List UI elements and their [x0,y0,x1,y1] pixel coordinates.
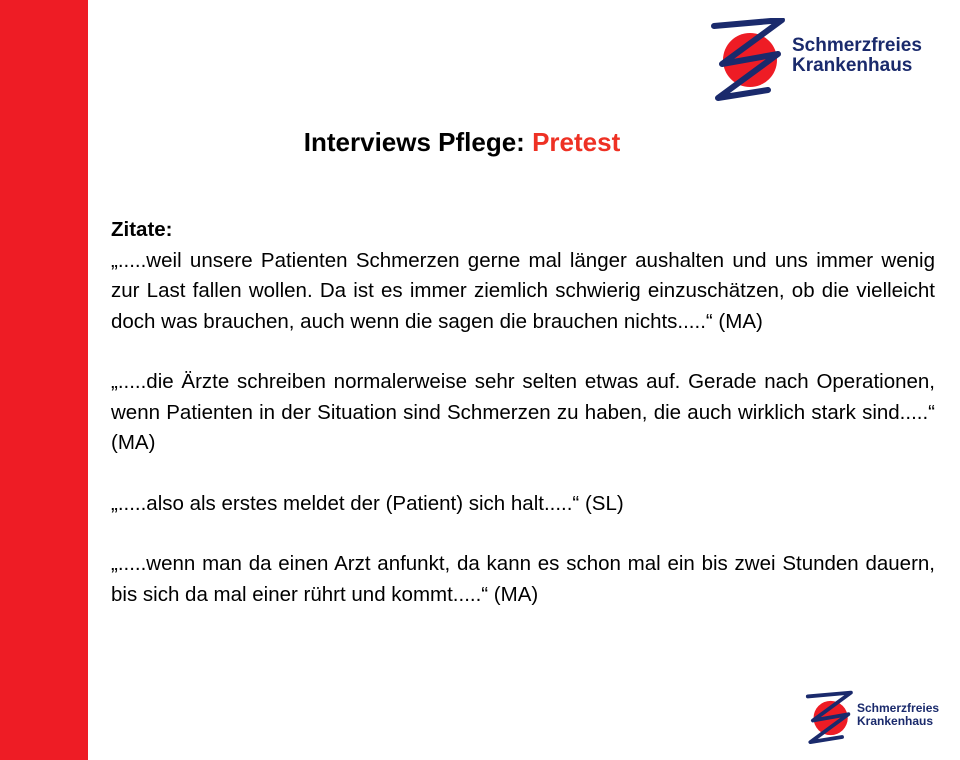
logo-wordmark-small [857,702,939,727]
logo-small-line-1: Schmerzfreies [857,701,940,715]
logo-swirl-icon [708,18,790,102]
title-main: Interviews Pflege: [303,127,533,157]
logo-swirl-icon-small [804,690,856,746]
quote-1: „.....weil unsere Patienten Schmerzen gerne mal länger aushalten und uns immer wenig zur Last fallen wollen. Da ist es immer ziemlich schwierig einzuschätzen, ob die vielleicht doch was brauchen, auch wenn die sagen die brauchen nichts.....“ (MA) [111,248,935,333]
logo-top [708,18,948,102]
quote-2: „.....die Ärzte schreiben normalerweise sehr selten etwas auf. Gerade nach Operationen, wenn Patienten in der Situation sind Schmerzen zu haben, die auch wirklich stark sind.....“ (MA) [111,370,935,454]
red-sidebar [0,0,88,760]
quote-3: „.....also als erstes meldet der (Patient) sich halt.....“ (SL) [111,491,624,515]
logo-small-line-2: Krankenhaus [857,713,934,728]
logo-bottom [804,690,954,746]
page-title [0,127,924,158]
quotes-body [111,215,935,610]
logo-wordmark [792,36,922,76]
section-label: Zitate: [111,218,173,241]
quote-4: „.....wenn man da einen Arzt anfunkt, da kann es schon mal ein bis zwei Stunden dauern, bis sich da mal einer rührt und kommt.....“ (MA) [111,552,935,606]
logo-line-1: Schmerzfreies [792,35,922,56]
logo-line-2: Krankenhaus [792,54,913,76]
title-accent: Pretest [532,127,621,157]
